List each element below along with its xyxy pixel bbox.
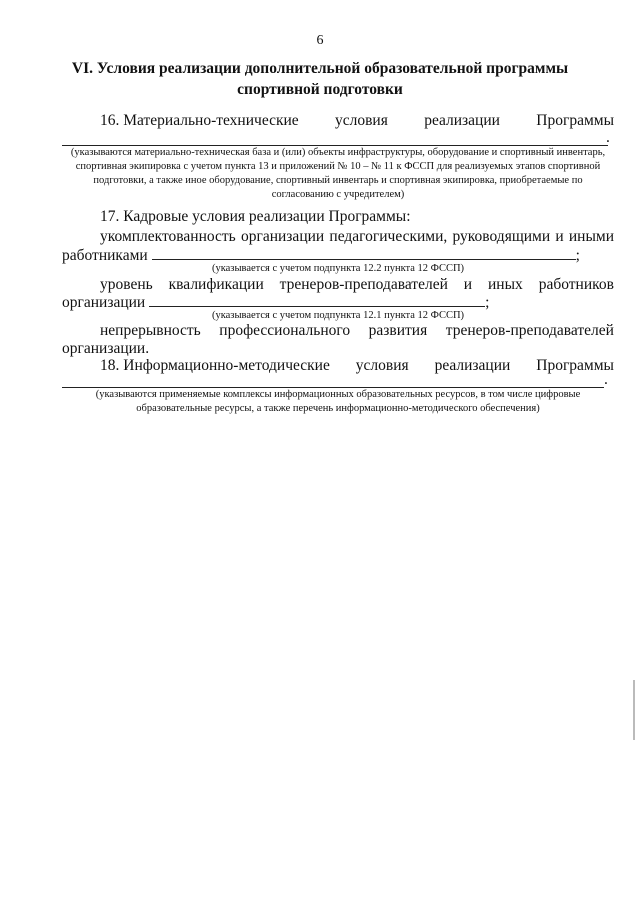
- item-17c-word-4: тренеров-преподавателей: [445, 322, 614, 339]
- item-17c-word-1: непрерывность: [100, 322, 201, 339]
- section-title: [70, 58, 570, 100]
- item-17a-line: [100, 228, 614, 246]
- item-17b-fill-line: [149, 294, 485, 307]
- item-17a-word-5: и: [555, 228, 564, 245]
- item-17b-word-5: иных: [488, 276, 523, 293]
- item-18-note: (указываются применяемые комплексы информационных образовательных ресурсов, в том числе цифровые образовательные ресурсы, а также перечень информационно-методического обеспечения): [95, 389, 581, 414]
- item-17c-word-2: профессионального: [219, 322, 351, 339]
- item-16-word-4: Программы: [536, 112, 614, 129]
- item-17b-word-4: и: [463, 276, 473, 293]
- section-title-line-2: спортивной подготовки: [237, 81, 403, 98]
- page-number: 6: [316, 33, 324, 48]
- item-17a-word-4: руководящими: [452, 228, 551, 245]
- item-18-word-1: 18. Информационно-методические: [100, 357, 330, 374]
- item-17b-label: организации: [62, 294, 146, 311]
- item-16-word-3: реализации: [424, 112, 500, 129]
- item-17c-line: [100, 322, 614, 340]
- item-17a-label: работниками: [62, 247, 148, 264]
- item-17b-note: (указывается с учетом подпункта 12.1 пункта 12 ФССП): [211, 310, 465, 321]
- item-18-word-4: Программы: [536, 357, 614, 374]
- scan-margin-mark: [633, 680, 635, 740]
- item-17a-fill-line: [152, 247, 576, 260]
- item-16-note: (указываются материально-техническая база и (или) объекты инфраструктуры, оборудование и спортивный инвентарь, спортивная экипировка с учетом пункта 13 и приложений № 10 – № 11 к ФССП для реализуемых этапов спортивной подготовки, а также иное оборудование, спортивный инвентарь и спортивная экипировка, приобретаемые по согласованию с учредителем): [70, 147, 606, 200]
- item-18-period: .: [604, 371, 608, 388]
- item-17b-semicolon: ;: [485, 294, 490, 311]
- item-17a-word-3: педагогическими,: [329, 228, 448, 245]
- item-17c-word-3: развития: [368, 322, 428, 339]
- item-17b-word-6: работников: [538, 276, 614, 293]
- item-16-word-1: 16. Материально-технические: [100, 112, 299, 129]
- item-17b-word-3: тренеров-преподавателей: [279, 276, 448, 293]
- item-16-line: [100, 112, 614, 130]
- item-17a-word-2: организации: [240, 228, 325, 245]
- item-17a-note: (указывается с учетом подпункта 12.2 пункта 12 ФССП): [211, 263, 465, 274]
- item-17-heading: 17. Кадровые условия реализации Программы:: [100, 208, 411, 225]
- item-18-word-3: реализации: [434, 357, 511, 374]
- item-17b-word-1: уровень: [100, 276, 153, 293]
- item-17a-word-6: иными: [568, 228, 614, 245]
- item-18-word-2: условия: [355, 357, 409, 374]
- item-17a-semicolon: ;: [575, 247, 580, 264]
- item-17c-line-2: организации.: [62, 340, 150, 357]
- section-title-line-1: VI. Условия реализации дополнительной образовательной программы: [71, 60, 569, 77]
- item-17b-word-2: квалификации: [168, 276, 264, 293]
- item-16-period: .: [606, 129, 610, 146]
- item-18-line: [100, 357, 614, 375]
- item-16-word-2: условия: [335, 112, 388, 129]
- item-17a-word-1: укомплектованность: [100, 228, 236, 245]
- item-17b-line: [100, 276, 614, 294]
